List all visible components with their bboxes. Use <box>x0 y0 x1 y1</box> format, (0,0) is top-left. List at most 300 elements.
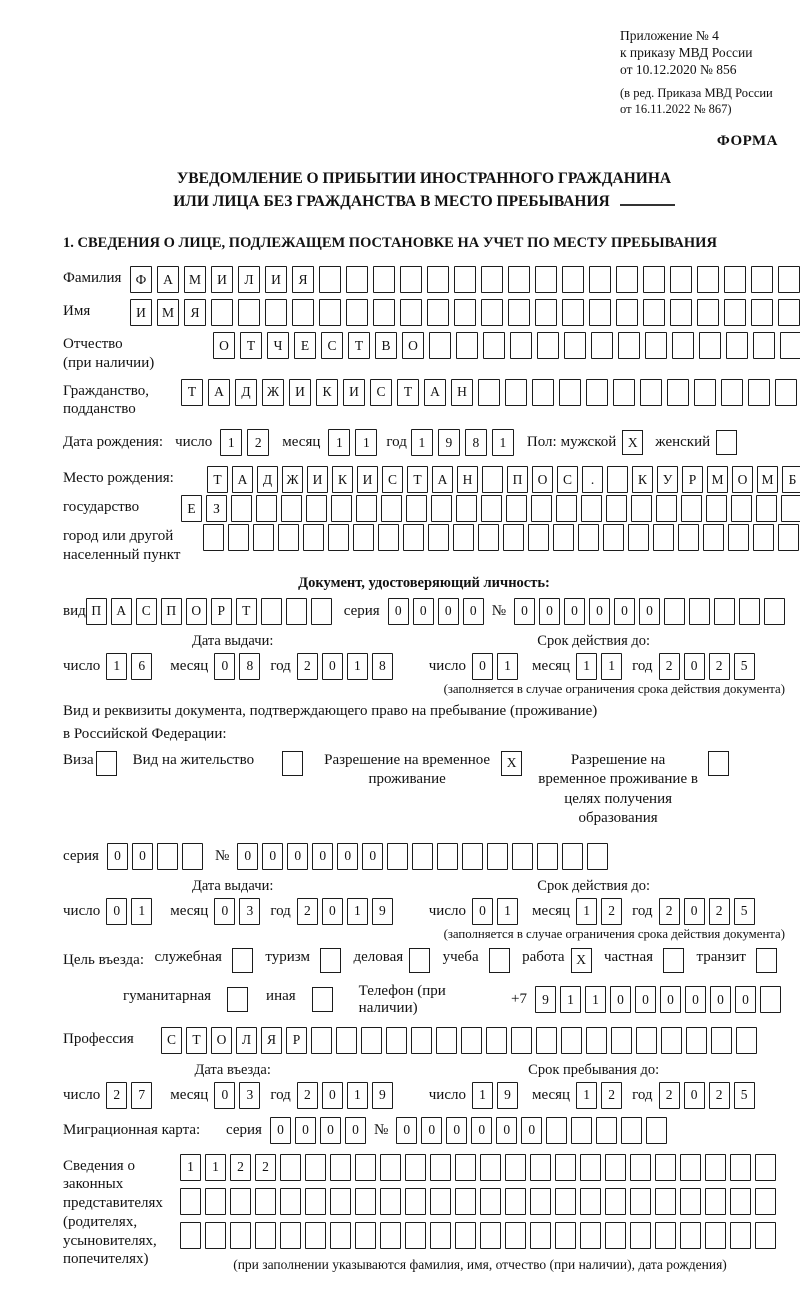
char-cell[interactable]: . <box>582 466 603 493</box>
char-cell[interactable] <box>703 524 724 551</box>
char-cell[interactable] <box>536 1027 557 1054</box>
char-cell[interactable] <box>255 1222 276 1249</box>
char-cell[interactable] <box>726 332 748 359</box>
char-cell[interactable] <box>353 524 374 551</box>
char-cell[interactable] <box>730 1188 751 1215</box>
char-cell[interactable]: 6 <box>131 653 152 680</box>
char-cell[interactable]: О <box>402 332 424 359</box>
char-cell[interactable] <box>478 524 499 551</box>
char-cell[interactable] <box>670 266 692 293</box>
char-cell[interactable]: 9 <box>497 1082 518 1109</box>
char-cell[interactable] <box>205 1222 226 1249</box>
char-cell[interactable]: А <box>208 379 230 406</box>
char-cell[interactable]: 2 <box>601 898 622 925</box>
char-cell[interactable] <box>505 1222 526 1249</box>
char-cell[interactable] <box>681 495 702 522</box>
char-cell[interactable] <box>511 1027 532 1054</box>
char-cell[interactable]: 0 <box>214 653 235 680</box>
char-cell[interactable]: 2 <box>106 1082 127 1109</box>
char-cell[interactable]: И <box>130 299 152 326</box>
char-cell[interactable]: Н <box>457 466 478 493</box>
char-cell[interactable]: 1 <box>601 653 622 680</box>
char-cell[interactable] <box>305 1222 326 1249</box>
char-cell[interactable] <box>481 266 503 293</box>
char-cell[interactable]: 0 <box>413 598 434 625</box>
char-cell[interactable] <box>203 524 224 551</box>
char-cell[interactable] <box>386 1027 407 1054</box>
purpose-work-checkbox[interactable]: X <box>571 948 592 973</box>
char-cell[interactable] <box>380 1222 401 1249</box>
char-cell[interactable] <box>562 266 584 293</box>
char-cell[interactable] <box>530 1188 551 1215</box>
char-cell[interactable] <box>278 524 299 551</box>
char-cell[interactable]: О <box>532 466 553 493</box>
char-cell[interactable]: 0 <box>639 598 660 625</box>
char-cell[interactable]: 0 <box>614 598 635 625</box>
char-cell[interactable] <box>373 266 395 293</box>
char-cell[interactable] <box>699 332 721 359</box>
char-cell[interactable] <box>311 598 332 625</box>
char-cell[interactable]: О <box>732 466 753 493</box>
char-cell[interactable]: 0 <box>214 898 235 925</box>
char-cell[interactable] <box>286 598 307 625</box>
char-cell[interactable] <box>330 1188 351 1215</box>
purpose-private-checkbox[interactable] <box>663 948 684 973</box>
char-cell[interactable] <box>305 1188 326 1215</box>
char-cell[interactable]: П <box>161 598 182 625</box>
char-cell[interactable]: Р <box>211 598 232 625</box>
char-cell[interactable] <box>640 379 662 406</box>
char-cell[interactable]: Д <box>235 379 257 406</box>
char-cell[interactable] <box>238 299 260 326</box>
char-cell[interactable]: Б <box>782 466 800 493</box>
char-cell[interactable] <box>686 1027 707 1054</box>
char-cell[interactable]: 0 <box>472 653 493 680</box>
char-cell[interactable] <box>355 1222 376 1249</box>
char-cell[interactable]: Ж <box>282 466 303 493</box>
char-cell[interactable]: 1 <box>106 653 127 680</box>
char-cell[interactable] <box>230 1188 251 1215</box>
char-cell[interactable] <box>328 524 349 551</box>
char-cell[interactable] <box>531 495 552 522</box>
char-cell[interactable]: Я <box>184 299 206 326</box>
char-cell[interactable]: 1 <box>347 653 368 680</box>
char-cell[interactable]: 0 <box>396 1117 417 1144</box>
char-cell[interactable]: 0 <box>635 986 656 1013</box>
char-cell[interactable]: 0 <box>237 843 258 870</box>
char-cell[interactable]: 0 <box>684 898 705 925</box>
char-cell[interactable] <box>455 1154 476 1181</box>
char-cell[interactable] <box>728 524 749 551</box>
char-cell[interactable] <box>555 1222 576 1249</box>
char-cell[interactable]: 7 <box>131 1082 152 1109</box>
char-cell[interactable] <box>336 1027 357 1054</box>
char-cell[interactable]: 1 <box>347 898 368 925</box>
char-cell[interactable]: 0 <box>514 598 535 625</box>
char-cell[interactable]: Р <box>286 1027 307 1054</box>
char-cell[interactable]: 2 <box>709 653 730 680</box>
char-cell[interactable] <box>755 1188 776 1215</box>
char-cell[interactable] <box>630 1154 651 1181</box>
char-cell[interactable] <box>427 299 449 326</box>
char-cell[interactable]: Я <box>292 266 314 293</box>
char-cell[interactable]: С <box>161 1027 182 1054</box>
char-cell[interactable] <box>689 598 710 625</box>
char-cell[interactable] <box>400 266 422 293</box>
char-cell[interactable]: 0 <box>214 1082 235 1109</box>
char-cell[interactable] <box>589 266 611 293</box>
char-cell[interactable] <box>480 1222 501 1249</box>
char-cell[interactable] <box>305 1154 326 1181</box>
char-cell[interactable] <box>431 495 452 522</box>
char-cell[interactable] <box>230 1222 251 1249</box>
char-cell[interactable] <box>361 1027 382 1054</box>
char-cell[interactable] <box>616 299 638 326</box>
char-cell[interactable]: А <box>157 266 179 293</box>
char-cell[interactable]: 0 <box>521 1117 542 1144</box>
char-cell[interactable] <box>589 299 611 326</box>
char-cell[interactable] <box>775 379 797 406</box>
char-cell[interactable]: Т <box>240 332 262 359</box>
char-cell[interactable]: 0 <box>270 1117 291 1144</box>
char-cell[interactable] <box>736 1027 757 1054</box>
char-cell[interactable]: 1 <box>205 1154 226 1181</box>
char-cell[interactable] <box>306 495 327 522</box>
char-cell[interactable]: К <box>632 466 653 493</box>
char-cell[interactable]: 0 <box>322 1082 343 1109</box>
char-cell[interactable] <box>380 1188 401 1215</box>
char-cell[interactable]: 1 <box>347 1082 368 1109</box>
char-cell[interactable] <box>380 1154 401 1181</box>
char-cell[interactable] <box>778 266 800 293</box>
char-cell[interactable] <box>661 1027 682 1054</box>
char-cell[interactable]: 1 <box>560 986 581 1013</box>
char-cell[interactable] <box>355 1188 376 1215</box>
char-cell[interactable] <box>596 1117 617 1144</box>
char-cell[interactable]: 0 <box>710 986 731 1013</box>
char-cell[interactable] <box>680 1222 701 1249</box>
char-cell[interactable] <box>621 1117 642 1144</box>
char-cell[interactable]: Е <box>294 332 316 359</box>
char-cell[interactable] <box>211 299 233 326</box>
char-cell[interactable] <box>412 843 433 870</box>
char-cell[interactable] <box>355 1154 376 1181</box>
char-cell[interactable]: 0 <box>421 1117 442 1144</box>
purpose-official-checkbox[interactable] <box>232 948 253 973</box>
char-cell[interactable] <box>656 495 677 522</box>
char-cell[interactable]: 0 <box>684 653 705 680</box>
char-cell[interactable] <box>655 1154 676 1181</box>
char-cell[interactable] <box>528 524 549 551</box>
char-cell[interactable] <box>330 1154 351 1181</box>
char-cell[interactable] <box>429 332 451 359</box>
char-cell[interactable]: У <box>657 466 678 493</box>
char-cell[interactable] <box>705 1222 726 1249</box>
char-cell[interactable] <box>697 299 719 326</box>
char-cell[interactable]: 0 <box>106 898 127 925</box>
char-cell[interactable]: 2 <box>659 1082 680 1109</box>
char-cell[interactable]: 2 <box>659 653 680 680</box>
char-cell[interactable]: Т <box>207 466 228 493</box>
char-cell[interactable]: 8 <box>239 653 260 680</box>
char-cell[interactable]: 2 <box>709 1082 730 1109</box>
char-cell[interactable]: К <box>316 379 338 406</box>
char-cell[interactable] <box>546 1117 567 1144</box>
char-cell[interactable]: Л <box>238 266 260 293</box>
char-cell[interactable] <box>706 495 727 522</box>
char-cell[interactable] <box>555 1154 576 1181</box>
char-cell[interactable] <box>480 1188 501 1215</box>
char-cell[interactable] <box>505 1188 526 1215</box>
char-cell[interactable] <box>645 332 667 359</box>
char-cell[interactable]: Т <box>236 598 257 625</box>
char-cell[interactable]: 1 <box>576 898 597 925</box>
char-cell[interactable]: 3 <box>239 898 260 925</box>
purpose-tourism-checkbox[interactable] <box>320 948 341 973</box>
char-cell[interactable]: И <box>307 466 328 493</box>
char-cell[interactable] <box>265 299 287 326</box>
char-cell[interactable] <box>643 299 665 326</box>
char-cell[interactable]: А <box>232 466 253 493</box>
char-cell[interactable] <box>280 1188 301 1215</box>
char-cell[interactable] <box>378 524 399 551</box>
char-cell[interactable] <box>281 495 302 522</box>
char-cell[interactable]: М <box>757 466 778 493</box>
char-cell[interactable] <box>705 1188 726 1215</box>
char-cell[interactable] <box>630 1188 651 1215</box>
char-cell[interactable] <box>670 299 692 326</box>
char-cell[interactable] <box>607 466 628 493</box>
char-cell[interactable]: 9 <box>372 898 393 925</box>
char-cell[interactable] <box>561 1027 582 1054</box>
char-cell[interactable]: 2 <box>230 1154 251 1181</box>
char-cell[interactable] <box>613 379 635 406</box>
char-cell[interactable]: 0 <box>660 986 681 1013</box>
char-cell[interactable] <box>280 1154 301 1181</box>
char-cell[interactable] <box>755 1154 776 1181</box>
char-cell[interactable] <box>303 524 324 551</box>
char-cell[interactable]: С <box>136 598 157 625</box>
char-cell[interactable] <box>724 299 746 326</box>
char-cell[interactable] <box>406 495 427 522</box>
char-cell[interactable] <box>456 495 477 522</box>
char-cell[interactable] <box>453 524 474 551</box>
char-cell[interactable]: Ч <box>267 332 289 359</box>
char-cell[interactable]: М <box>184 266 206 293</box>
char-cell[interactable] <box>581 495 602 522</box>
char-cell[interactable] <box>455 1222 476 1249</box>
char-cell[interactable]: 2 <box>709 898 730 925</box>
char-cell[interactable]: 0 <box>362 843 383 870</box>
char-cell[interactable] <box>748 379 770 406</box>
char-cell[interactable]: 0 <box>287 843 308 870</box>
char-cell[interactable] <box>753 524 774 551</box>
char-cell[interactable]: 0 <box>388 598 409 625</box>
char-cell[interactable]: Д <box>257 466 278 493</box>
char-cell[interactable]: И <box>265 266 287 293</box>
char-cell[interactable] <box>636 1027 657 1054</box>
char-cell[interactable] <box>292 299 314 326</box>
char-cell[interactable] <box>731 495 752 522</box>
char-cell[interactable]: Е <box>181 495 202 522</box>
char-cell[interactable] <box>678 524 699 551</box>
char-cell[interactable] <box>231 495 252 522</box>
char-cell[interactable] <box>630 1222 651 1249</box>
char-cell[interactable]: О <box>186 598 207 625</box>
char-cell[interactable] <box>605 1188 626 1215</box>
char-cell[interactable]: 5 <box>734 898 755 925</box>
char-cell[interactable] <box>535 266 557 293</box>
char-cell[interactable] <box>430 1154 451 1181</box>
char-cell[interactable] <box>605 1154 626 1181</box>
gender-female-checkbox[interactable] <box>716 430 737 455</box>
char-cell[interactable]: 1 <box>497 653 518 680</box>
char-cell[interactable]: 1 <box>576 653 597 680</box>
char-cell[interactable]: 0 <box>496 1117 517 1144</box>
char-cell[interactable]: 2 <box>297 1082 318 1109</box>
char-cell[interactable] <box>603 524 624 551</box>
char-cell[interactable]: И <box>211 266 233 293</box>
char-cell[interactable] <box>510 332 532 359</box>
char-cell[interactable] <box>571 1117 592 1144</box>
char-cell[interactable]: Т <box>397 379 419 406</box>
char-cell[interactable] <box>319 299 341 326</box>
char-cell[interactable]: 0 <box>322 898 343 925</box>
char-cell[interactable]: Н <box>451 379 473 406</box>
char-cell[interactable] <box>631 495 652 522</box>
char-cell[interactable] <box>505 379 527 406</box>
char-cell[interactable] <box>751 266 773 293</box>
char-cell[interactable] <box>480 1154 501 1181</box>
char-cell[interactable]: С <box>370 379 392 406</box>
char-cell[interactable]: 0 <box>262 843 283 870</box>
char-cell[interactable]: 0 <box>322 653 343 680</box>
char-cell[interactable] <box>455 1188 476 1215</box>
char-cell[interactable] <box>508 266 530 293</box>
char-cell[interactable] <box>672 332 694 359</box>
char-cell[interactable]: 0 <box>472 898 493 925</box>
char-cell[interactable]: М <box>157 299 179 326</box>
char-cell[interactable] <box>751 299 773 326</box>
char-cell[interactable]: 2 <box>601 1082 622 1109</box>
char-cell[interactable] <box>730 1154 751 1181</box>
char-cell[interactable]: 0 <box>446 1117 467 1144</box>
char-cell[interactable] <box>530 1154 551 1181</box>
char-cell[interactable] <box>643 266 665 293</box>
char-cell[interactable]: 0 <box>463 598 484 625</box>
char-cell[interactable]: О <box>211 1027 232 1054</box>
char-cell[interactable] <box>482 466 503 493</box>
char-cell[interactable] <box>508 299 530 326</box>
char-cell[interactable]: 2 <box>247 429 269 456</box>
char-cell[interactable] <box>478 379 500 406</box>
char-cell[interactable] <box>182 843 203 870</box>
char-cell[interactable]: 1 <box>585 986 606 1013</box>
char-cell[interactable]: 0 <box>337 843 358 870</box>
purpose-humanitarian-checkbox[interactable] <box>227 987 248 1012</box>
char-cell[interactable]: Я <box>261 1027 282 1054</box>
char-cell[interactable] <box>356 495 377 522</box>
purpose-business-checkbox[interactable] <box>409 948 430 973</box>
char-cell[interactable] <box>780 332 800 359</box>
char-cell[interactable] <box>724 266 746 293</box>
char-cell[interactable] <box>714 598 735 625</box>
gender-male-checkbox[interactable]: X <box>622 430 643 455</box>
char-cell[interactable]: 0 <box>610 986 631 1013</box>
char-cell[interactable] <box>730 1222 751 1249</box>
char-cell[interactable]: С <box>382 466 403 493</box>
char-cell[interactable]: 1 <box>328 429 350 456</box>
char-cell[interactable]: А <box>424 379 446 406</box>
char-cell[interactable]: 0 <box>539 598 560 625</box>
char-cell[interactable] <box>605 1222 626 1249</box>
char-cell[interactable] <box>512 843 533 870</box>
char-cell[interactable] <box>403 524 424 551</box>
char-cell[interactable] <box>311 1027 332 1054</box>
char-cell[interactable] <box>562 299 584 326</box>
char-cell[interactable] <box>705 1154 726 1181</box>
char-cell[interactable]: И <box>289 379 311 406</box>
char-cell[interactable]: О <box>213 332 235 359</box>
char-cell[interactable]: 2 <box>297 898 318 925</box>
char-cell[interactable] <box>280 1222 301 1249</box>
char-cell[interactable]: Т <box>186 1027 207 1054</box>
char-cell[interactable] <box>778 299 800 326</box>
char-cell[interactable] <box>587 843 608 870</box>
char-cell[interactable]: П <box>86 598 107 625</box>
char-cell[interactable] <box>454 266 476 293</box>
char-cell[interactable] <box>461 1027 482 1054</box>
char-cell[interactable]: 0 <box>107 843 128 870</box>
char-cell[interactable]: М <box>707 466 728 493</box>
char-cell[interactable] <box>400 299 422 326</box>
char-cell[interactable]: 8 <box>372 653 393 680</box>
char-cell[interactable] <box>755 1222 776 1249</box>
char-cell[interactable]: 0 <box>564 598 585 625</box>
char-cell[interactable] <box>764 598 785 625</box>
char-cell[interactable]: 0 <box>438 598 459 625</box>
char-cell[interactable] <box>586 1027 607 1054</box>
char-cell[interactable]: 5 <box>734 1082 755 1109</box>
purpose-study-checkbox[interactable] <box>489 948 510 973</box>
char-cell[interactable] <box>618 332 640 359</box>
char-cell[interactable] <box>580 1222 601 1249</box>
char-cell[interactable] <box>680 1154 701 1181</box>
char-cell[interactable]: Р <box>682 466 703 493</box>
char-cell[interactable]: 1 <box>355 429 377 456</box>
char-cell[interactable] <box>430 1188 451 1215</box>
char-cell[interactable] <box>697 266 719 293</box>
char-cell[interactable] <box>506 495 527 522</box>
char-cell[interactable]: 3 <box>239 1082 260 1109</box>
char-cell[interactable] <box>462 843 483 870</box>
char-cell[interactable] <box>255 1188 276 1215</box>
char-cell[interactable]: К <box>332 466 353 493</box>
char-cell[interactable] <box>591 332 613 359</box>
char-cell[interactable]: А <box>432 466 453 493</box>
char-cell[interactable] <box>564 332 586 359</box>
char-cell[interactable] <box>532 379 554 406</box>
char-cell[interactable]: 9 <box>438 429 460 456</box>
char-cell[interactable]: 0 <box>735 986 756 1013</box>
char-cell[interactable]: 1 <box>576 1082 597 1109</box>
char-cell[interactable]: С <box>557 466 578 493</box>
char-cell[interactable] <box>667 379 689 406</box>
char-cell[interactable]: Ф <box>130 266 152 293</box>
char-cell[interactable]: 1 <box>220 429 242 456</box>
char-cell[interactable]: 0 <box>685 986 706 1013</box>
char-cell[interactable]: 1 <box>472 1082 493 1109</box>
